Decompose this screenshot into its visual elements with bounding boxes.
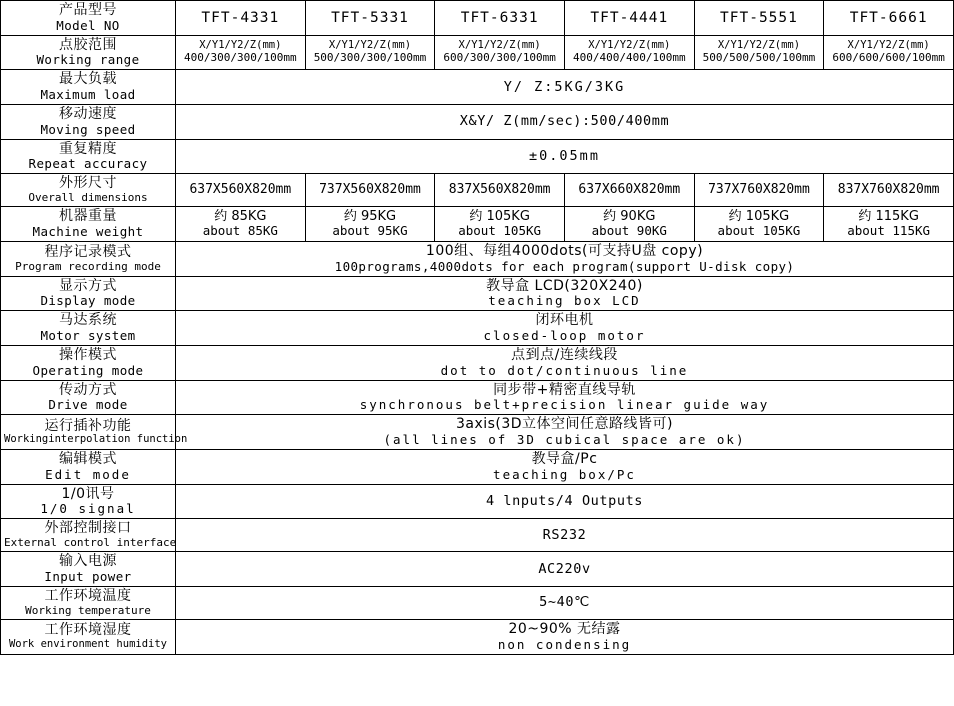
- row-value-cell: [694, 207, 824, 242]
- table-row: [1, 415, 954, 450]
- table-row: [1, 139, 954, 174]
- row-label-cn: 移动速度: [59, 106, 117, 123]
- row-value-cell: [564, 35, 694, 70]
- row-value-primary: 点到点/连续线段: [511, 347, 618, 364]
- weight-cn: 约 105KG: [728, 208, 790, 224]
- row-value-cell: [435, 207, 565, 242]
- row-label-cn: 运行插补功能: [44, 417, 132, 434]
- row-label-en: Working range: [36, 52, 140, 68]
- row-value-cell: [176, 35, 306, 70]
- weight-cn: 约 95KG: [343, 208, 397, 224]
- row-value-secondary: teaching box LCD: [488, 293, 641, 309]
- row-label-display-mode: [1, 276, 176, 311]
- row-value-secondary: 100programs,4000dots for each program(support U-disk copy): [334, 258, 795, 274]
- row-value-secondary: dot to dot/continuous line: [440, 362, 689, 378]
- header-label-cell: [1, 1, 176, 36]
- row-value-cell: [176, 587, 954, 620]
- row-value-primary: ±0.05mm: [529, 147, 600, 164]
- model-header-cell: TFT-6661: [824, 1, 954, 36]
- row-label-cn: 机器重量: [59, 208, 117, 225]
- range-value: 600/600/600/100mm: [832, 51, 945, 65]
- row-label-operating-mode: [1, 346, 176, 381]
- weight-en: about 95KG: [332, 223, 408, 239]
- model-header-cell: TFT-6331: [435, 1, 565, 36]
- range-value: 600/300/300/100mm: [443, 51, 556, 65]
- table-row: [1, 105, 954, 140]
- table-row: [1, 380, 954, 415]
- table-row: [1, 346, 954, 381]
- row-value-cell: 837X760X820mm: [824, 174, 954, 207]
- row-label-input-power: [1, 552, 176, 587]
- row-label-cn: 最大负载: [59, 71, 117, 88]
- row-label-en: Motor system: [40, 328, 136, 344]
- row-label-cn: 外部控制接口: [44, 520, 132, 537]
- row-value-primary: Y/ Z:5KG/3KG: [503, 78, 626, 95]
- weight-cn: 约 85KG: [214, 208, 267, 224]
- table-row: [1, 519, 954, 552]
- row-label-en: Input power: [44, 569, 132, 585]
- row-label-en: Overall dimensions: [28, 191, 148, 205]
- row-value-cell: [176, 207, 306, 242]
- row-value-cell: [176, 415, 954, 450]
- row-label-en: Working temperature: [25, 603, 151, 617]
- model-header-cell: TFT-4441: [564, 1, 694, 36]
- range-value: 500/500/500/100mm: [702, 51, 816, 65]
- table-row: [1, 276, 954, 311]
- row-value-cell: [305, 35, 435, 70]
- table-row: [1, 35, 954, 70]
- table-header-row: [1, 1, 954, 36]
- row-value-cell: 637X660X820mm: [564, 174, 694, 207]
- row-value-cell: [176, 552, 954, 587]
- row-label-cn: 操作模式: [59, 347, 117, 364]
- row-value-primary: 教导盒 LCD(320X240): [486, 277, 643, 294]
- row-value-secondary: closed-loop motor: [483, 328, 646, 344]
- row-label-en: Maximum load: [40, 87, 136, 103]
- row-label-cn: 编辑模式: [59, 451, 117, 468]
- weight-cn: 约 115KG: [858, 208, 919, 224]
- row-label-maximum-load: [1, 70, 176, 105]
- row-value-cell: [305, 207, 435, 242]
- row-label-motor-system: [1, 311, 176, 346]
- row-value-primary: 5~40℃: [539, 594, 590, 611]
- row-value-secondary: teaching box/Pc: [493, 466, 636, 482]
- row-value-cell: [176, 620, 954, 655]
- row-label-en: Operating mode: [32, 362, 144, 378]
- row-label-cn: 点胶范围: [59, 36, 117, 53]
- row-label-cn: 1/0讯号: [61, 485, 115, 502]
- row-label-io-signal: [1, 484, 176, 519]
- table-row: [1, 450, 954, 485]
- table-row: [1, 552, 954, 587]
- table-row: [1, 484, 954, 519]
- row-label-en: Program recording mode: [15, 259, 161, 273]
- row-value-primary: 100组、每组4000dots(可支持U盘 copy): [425, 243, 704, 260]
- weight-cn: 约 105KG: [469, 208, 530, 224]
- row-value-cell: [176, 70, 954, 105]
- row-label-en: Moving speed: [40, 121, 136, 137]
- row-value-primary: 4 lnputs/4 Outputs: [485, 493, 644, 509]
- row-value-cell: [564, 207, 694, 242]
- range-axes: X/Y1/Y2/Z(mm): [847, 39, 930, 52]
- weight-en: about 90KG: [591, 223, 667, 239]
- table-row: [1, 311, 954, 346]
- range-axes: X/Y1/Y2/Z(mm): [328, 39, 412, 52]
- row-value-secondary: non condensing: [497, 636, 632, 652]
- row-label-cn: 程序记录模式: [44, 243, 132, 260]
- row-value-cell: [824, 35, 954, 70]
- row-value-cell: [176, 380, 954, 415]
- row-label-interpolation-function: [1, 415, 188, 450]
- row-label-moving-speed: [1, 105, 176, 140]
- row-label-overall-dimensions: [1, 174, 176, 207]
- row-value-cell: [694, 35, 824, 70]
- row-value-cell: 637X560X820mm: [176, 174, 306, 207]
- weight-cn: 约 90KG: [603, 208, 656, 224]
- weight-en: about 105KG: [717, 223, 801, 239]
- row-value-cell: [176, 276, 954, 311]
- table-row: [1, 174, 954, 207]
- row-label-program-recording-mode: [1, 242, 176, 277]
- row-value-primary: RS232: [542, 526, 587, 543]
- row-label-en: Drive mode: [48, 397, 128, 413]
- range-axes: X/Y1/Y2/Z(mm): [458, 39, 541, 52]
- row-label-en: Edit mode: [45, 466, 131, 482]
- row-label-en: Workinginterpolation function: [4, 433, 188, 446]
- header-label-en: Model NO: [56, 17, 120, 33]
- row-value-primary: 20~90% 无结露: [508, 621, 621, 638]
- row-value-cell: [176, 450, 954, 485]
- row-label-cn: 工作环境湿度: [44, 622, 132, 639]
- table-row: [1, 242, 954, 277]
- table-row: [1, 70, 954, 105]
- row-label-en: External control interface: [4, 536, 177, 550]
- row-value-primary: 3axis(3D立体空间任意路线皆可): [455, 416, 674, 433]
- row-value-cell: 837X560X820mm: [435, 174, 565, 207]
- row-value-cell: [176, 346, 954, 381]
- row-value-cell: [435, 35, 565, 70]
- row-value-primary: 同步带+精密直线导轨: [493, 381, 636, 398]
- table-body: [1, 1, 954, 655]
- row-label-cn: 工作环境温度: [44, 588, 132, 605]
- range-axes: X/Y1/Y2/Z(mm): [199, 39, 282, 52]
- row-label-cn: 输入电源: [59, 553, 117, 570]
- row-label-cn: 传动方式: [59, 381, 117, 398]
- row-label-edit-mode: [1, 450, 176, 485]
- row-value-primary: X&Y/ Z(mm/sec):500/400mm: [459, 113, 670, 130]
- row-label-external-control-interface: [1, 519, 176, 552]
- model-header-cell: TFT-5331: [305, 1, 435, 36]
- row-value-secondary: (all lines of 3D cubical space are ok): [383, 432, 746, 448]
- table-row: [1, 587, 954, 620]
- row-value-cell: [176, 105, 954, 140]
- row-value-cell: [176, 484, 954, 519]
- row-label-cn: 外形尺寸: [59, 175, 117, 192]
- range-value: 500/300/300/100mm: [313, 51, 427, 65]
- range-value: 400/400/400/100mm: [573, 51, 686, 65]
- range-value: 400/300/300/100mm: [184, 51, 297, 65]
- row-label-working-temperature: [1, 587, 176, 620]
- row-value-cell: [824, 207, 954, 242]
- row-value-cell: 737X760X820mm: [694, 174, 824, 207]
- model-header-cell: TFT-4331: [176, 1, 306, 36]
- weight-en: about 115KG: [847, 223, 931, 239]
- header-label-cn: 产品型号: [59, 2, 117, 18]
- row-label-machine-weight: [1, 207, 176, 242]
- row-value-primary: 教导盒/Pc: [531, 451, 598, 468]
- row-label-drive-mode: [1, 380, 176, 415]
- row-label-environment-humidity: [1, 620, 176, 655]
- row-value-cell: [176, 139, 954, 174]
- row-value-secondary: synchronous belt+precision linear guide way: [359, 397, 770, 413]
- weight-en: about 105KG: [458, 223, 542, 239]
- row-value-primary: AC220v: [538, 560, 591, 577]
- row-label-working-range: [1, 35, 176, 70]
- row-label-cn: 重复精度: [59, 140, 117, 157]
- row-label-cn: 显示方式: [59, 277, 117, 294]
- table-row: [1, 620, 954, 655]
- model-header-cell: TFT-5551: [694, 1, 824, 36]
- row-label-en: Repeat accuracy: [28, 156, 148, 172]
- weight-en: about 85KG: [202, 223, 278, 239]
- row-value-cell: [176, 519, 954, 552]
- range-axes: X/Y1/Y2/Z(mm): [588, 39, 671, 52]
- row-label-repeat-accuracy: [1, 139, 176, 174]
- row-value-primary: 闭环电机: [535, 312, 594, 329]
- row-label-en: 1/0 signal: [40, 501, 136, 517]
- row-label-en: Work environment humidity: [8, 637, 168, 650]
- row-value-cell: 737X560X820mm: [305, 174, 435, 207]
- row-label-en: Machine weight: [32, 224, 144, 240]
- row-label-en: Display mode: [40, 293, 136, 309]
- range-axes: X/Y1/Y2/Z(mm): [717, 39, 801, 52]
- row-value-cell: [176, 242, 954, 277]
- row-label-cn: 马达系统: [59, 312, 117, 329]
- table-row: [1, 207, 954, 242]
- row-value-cell: [176, 311, 954, 346]
